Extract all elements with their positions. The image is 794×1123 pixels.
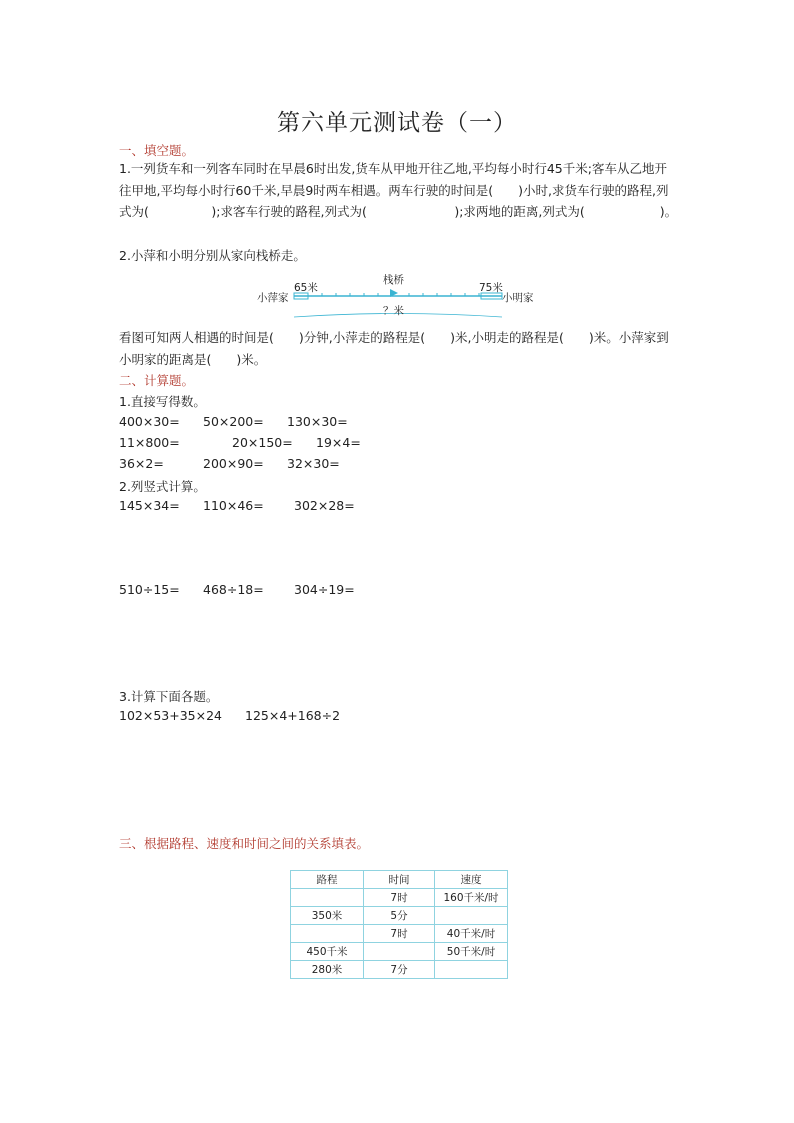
cell-distance: 280米 bbox=[291, 961, 364, 979]
right-speed-label: 75米 bbox=[479, 282, 503, 294]
table-row bbox=[291, 961, 508, 979]
cell-speed: 40千米/时 bbox=[435, 925, 508, 943]
cell-distance bbox=[291, 889, 364, 907]
problem: 50×200= bbox=[203, 414, 264, 429]
problem: 468÷18= bbox=[203, 582, 264, 597]
problem: 32×30= bbox=[287, 456, 340, 471]
question-2-text: 看图可知两人相遇的时间是( )分钟,小萍走的路程是( )米,小明走的路程是( )米。小萍家到小明家的距离是( )米。 bbox=[119, 330, 669, 367]
cell-speed bbox=[435, 961, 508, 979]
cell-distance: 450千米 bbox=[291, 943, 364, 961]
right-home-label: 小明家 bbox=[502, 292, 534, 304]
relation-table bbox=[290, 870, 508, 979]
cell-time bbox=[364, 943, 435, 961]
table-row bbox=[291, 907, 508, 925]
total-distance-label: ？米 bbox=[383, 305, 404, 317]
problem: 125×4+168÷2 bbox=[245, 708, 341, 723]
problem: 145×34= bbox=[119, 498, 180, 513]
cell-time: 7时 bbox=[364, 925, 435, 943]
table-row bbox=[291, 889, 508, 907]
problem: 36×2= bbox=[119, 456, 164, 471]
left-speed-label: 65米 bbox=[294, 282, 318, 294]
sub-heading-direct: 1.直接写得数。 bbox=[119, 394, 206, 409]
header-distance: 路程 bbox=[291, 871, 364, 889]
problem: 200×90= bbox=[203, 456, 264, 471]
cell-speed: 50千米/时 bbox=[435, 943, 508, 961]
table-row bbox=[291, 943, 508, 961]
question-1-text: 1.一列货车和一列客车同时在早晨6时出发,货车从甲地开往乙地,平均每小时行45千米;客车从乙地开往甲地,平均每小时行60千米,早晨9时两车相遇。两车行驶的时间是( )小时,求货车行驶的路程,列式为( );求客车行驶的路程,列式为( );求两地的距离,列式为( )。 bbox=[119, 161, 678, 219]
problem: 110×46= bbox=[203, 498, 264, 513]
cell-distance bbox=[291, 925, 364, 943]
problem: 510÷15= bbox=[119, 582, 180, 597]
sub-heading-compute: 3.计算下面各题。 bbox=[119, 689, 219, 704]
cell-speed bbox=[435, 907, 508, 925]
header-time: 时间 bbox=[364, 871, 435, 889]
section-heading-calc: 二、计算题。 bbox=[119, 373, 195, 388]
page-title: 第六单元测试卷（一） bbox=[277, 110, 517, 136]
section-heading-table: 三、根据路程、速度和时间之间的关系填表。 bbox=[119, 836, 370, 851]
problem: 304÷19= bbox=[294, 582, 355, 597]
section-heading-fill-blank: 一、填空题。 bbox=[119, 143, 195, 158]
problem: 19×4= bbox=[316, 435, 361, 450]
question-2-title: 2.小萍和小明分别从家向栈桥走。 bbox=[119, 248, 306, 263]
table-header-row bbox=[291, 871, 508, 889]
cell-time: 7分 bbox=[364, 961, 435, 979]
cell-distance: 350米 bbox=[291, 907, 364, 925]
problem: 400×30= bbox=[119, 414, 180, 429]
left-home-label: 小萍家 bbox=[257, 292, 289, 304]
table-row bbox=[291, 925, 508, 943]
problem: 130×30= bbox=[287, 414, 348, 429]
header-speed: 速度 bbox=[435, 871, 508, 889]
problem: 11×800= bbox=[119, 435, 180, 450]
problem: 102×53+35×24 bbox=[119, 708, 222, 723]
cell-time: 7时 bbox=[364, 889, 435, 907]
problem: 20×150= bbox=[232, 435, 293, 450]
sub-heading-vertical: 2.列竖式计算。 bbox=[119, 479, 206, 494]
problem: 302×28= bbox=[294, 498, 355, 513]
cell-speed: 160千米/时 bbox=[435, 889, 508, 907]
cell-time: 5分 bbox=[364, 907, 435, 925]
bridge-label: 栈桥 bbox=[383, 274, 404, 286]
